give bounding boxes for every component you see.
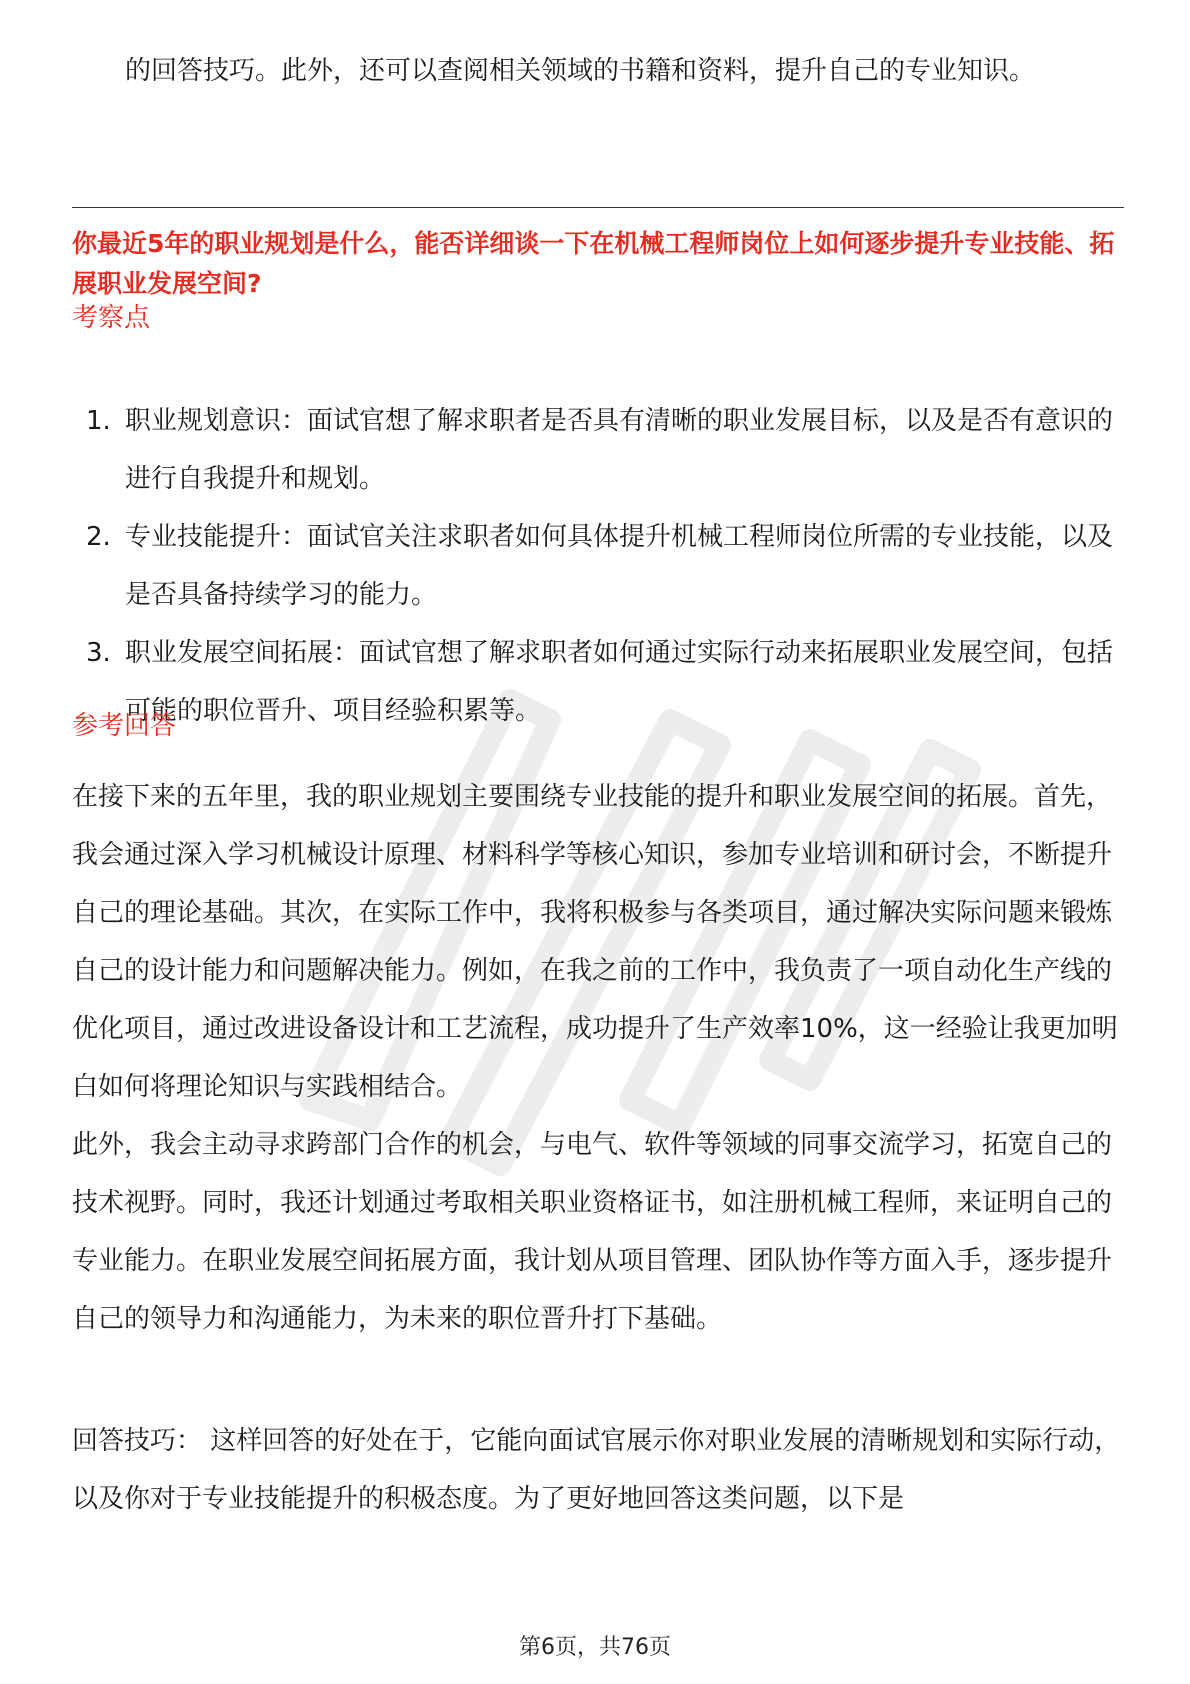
list-number: 3. xyxy=(86,638,111,668)
list-number: 1. xyxy=(86,406,111,436)
list-item xyxy=(72,624,1122,740)
section-title-answer: 参考回答 xyxy=(72,711,177,741)
answer-paragraph: 在接下来的五年里，我的职业规划主要围绕专业技能的提升和职业发展空间的拓展。首先，我会通过深入学习机械设计原理、材料科学等核心知识，参加专业培训和研讨会，不断提升自己的理论基础。其次，在实际工作中，我将积极参与各类项目，通过解决实际问题来锻炼自己的设计能力和问题解决能力。例如，在我之前的工作中，我负责了一项自动化生产线的优化项目，通过改进设备设计和工艺流程，成功提升了生产效率10%，这一经验让我更加明白如何将理论知识与实践相结合。 xyxy=(72,782,1118,1102)
answer-paragraph: 此外，我会主动寻求跨部门合作的机会，与电气、软件等领域的同事交流学习，拓宽自己的技术视野。同时，我还计划通过考取相关职业资格证书，如注册机械工程师，来证明自己的专业能力。在职业发展空间拓展方面，我计划从项目管理、团队协作等方面入手，逐步提升自己的领导力和沟通能力，为未来的职位晋升打下基础。 xyxy=(72,1130,1113,1334)
evaluation-points-list xyxy=(72,392,1122,740)
list-item-text: 专业技能提升：面试官关注求职者如何具体提升机械工程师岗位所需的专业技能，以及是否具备持续学习的能力。 xyxy=(125,522,1114,610)
list-item-text: 职业发展空间拓展：面试官想了解求职者如何通过实际行动来拓展职业发展空间，包括可能的职位晋升、项目经验积累等。 xyxy=(125,638,1114,726)
list-number: 2. xyxy=(86,522,111,552)
list-item-text: 职业规划意识：面试官想了解求职者是否具有清晰的职业发展目标，以及是否有意识的进行自我提升和规划。 xyxy=(125,406,1114,494)
page-number-footer: 第6页，共76页 xyxy=(519,1635,671,1660)
question-heading: 你最近5年的职业规划是什么，能否详细谈一下在机械工程师岗位上如何逐步提升专业技能、拓展职业发展空间? xyxy=(72,229,1115,298)
previous-page-continuation: 的回答技巧。此外，还可以查阅相关领域的书籍和资料，提升自己的专业知识。 xyxy=(125,56,1036,86)
list-item xyxy=(72,392,1122,508)
section-divider xyxy=(72,207,1124,208)
section-title-points: 考察点 xyxy=(72,303,151,333)
list-item xyxy=(72,508,1122,624)
answer-tips-paragraph: 回答技巧： 这样回答的好处在于，它能向面试官展示你对职业发展的清晰规划和实际行动，以及你对于专业技能提升的积极态度。为了更好地回答这类问题，以下是 xyxy=(72,1426,1121,1514)
